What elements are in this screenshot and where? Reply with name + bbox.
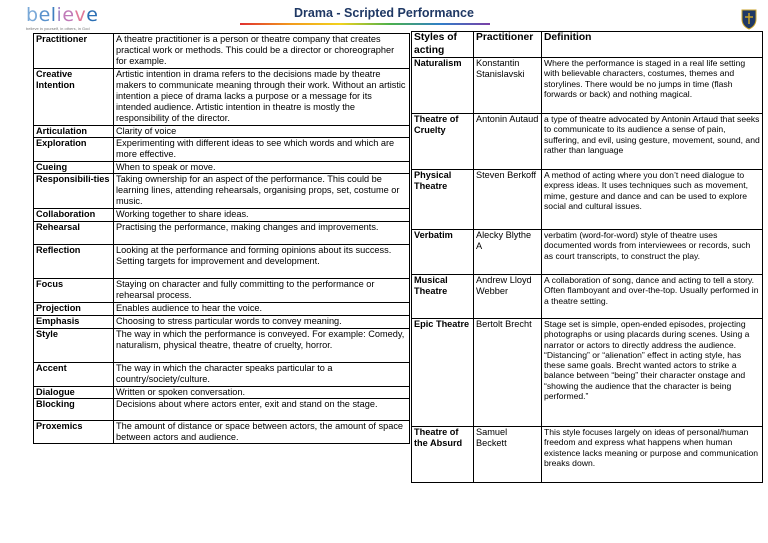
style-definition: This style focuses largely on ideas of personal/human freedom and express what happens when human existence lacks meaning or purpose and communication breaks down. (542, 427, 763, 483)
glossary-definition: Staying on character and fully committing to the performance or rehearsal process. (114, 278, 410, 302)
keywords-table (33, 33, 410, 444)
glossary-term: Emphasis (34, 315, 114, 328)
glossary-row (34, 420, 410, 443)
glossary-row (34, 221, 410, 244)
glossary-definition: Working together to share ideas. (114, 208, 410, 221)
glossary-definition: Looking at the performance and forming opinions about its success. Setting targets for improvement and development. (114, 244, 410, 278)
column-header-style: Styles of acting (412, 32, 474, 58)
glossary-term: Exploration (34, 137, 114, 161)
glossary-term: Proxemics (34, 420, 114, 443)
glossary-row (34, 161, 410, 173)
style-practitioner: Steven Berkoff (474, 170, 542, 230)
glossary-row (34, 244, 410, 278)
style-name: Physical Theatre (412, 170, 474, 230)
glossary-row (34, 278, 410, 302)
style-practitioner: Bertolt Brecht (474, 319, 542, 427)
glossary-term: Reflection (34, 244, 114, 278)
glossary-definition: A theatre practitioner is a person or theatre company that creates practical work or methods. This could be a director or choreographer for example. (114, 34, 410, 69)
style-row (412, 170, 763, 230)
glossary-term: Rehearsal (34, 221, 114, 244)
glossary-definition: Artistic intention in drama refers to the decisions made by theatre makers to communicate meaning through their work. Without an artistic intention a piece of drama lacks a purpose or a message for its intended audience. Artistic intention in theatre is mostly the responsibility of the director. (114, 68, 410, 125)
glossary-row (34, 302, 410, 315)
style-definition: A method of acting where you don’t need dialogue to express ideas. It uses techniques such as movement, mime, gesture and dance and can be used to explore social and cultural issues. (542, 170, 763, 230)
glossary-definition: Practising the performance, making changes and improvements. (114, 221, 410, 244)
style-row (412, 230, 763, 275)
style-row (412, 275, 763, 319)
style-row (412, 114, 763, 170)
style-name: Naturalism (412, 58, 474, 114)
style-practitioner: Konstantin Stanislavski (474, 58, 542, 114)
style-definition: verbatim (word-for-word) style of theatre uses documented words from interviewees or records, such as court transcripts, to construct the play. (542, 230, 763, 275)
glossary-row (34, 137, 410, 161)
style-name: Theatre of the Absurd (412, 427, 474, 483)
style-row (412, 427, 763, 483)
glossary-term: Responsibili-ties (34, 174, 114, 209)
logo-wordmark: believe (26, 4, 99, 26)
glossary-definition: The way in which the character speaks particular to a country/society/culture. (114, 362, 410, 386)
glossary-row (34, 34, 410, 69)
title-underline (240, 23, 490, 25)
styles-header-row (412, 32, 763, 58)
glossary-definition: Choosing to stress particular words to convey meaning. (114, 315, 410, 328)
style-row (412, 319, 763, 427)
glossary-row (34, 125, 410, 137)
glossary-term: Creative Intention (34, 68, 114, 125)
glossary-row (34, 362, 410, 386)
style-definition: a type of theatre advocated by Antonin Artaud that seeks to communicate to its audience a sense of pain, suffering, and evil, using gesture, movement, sound, and rather than language (542, 114, 763, 170)
glossary-term: Focus (34, 278, 114, 302)
glossary-row (34, 386, 410, 398)
glossary-row (34, 208, 410, 221)
glossary-term: Collaboration (34, 208, 114, 221)
style-name: Theatre of Cruelty (412, 114, 474, 170)
glossary-term: Style (34, 328, 114, 362)
logo-tagline: believe in yourself, in others, in God (26, 26, 90, 31)
glossary-definition: Clarity of voice (114, 125, 410, 137)
glossary-row (34, 328, 410, 362)
glossary-definition: The amount of distance or space between actors, the amount of space between actors and audience. (114, 420, 410, 443)
glossary-definition: Experimenting with different ideas to see which words and which are more effective. (114, 137, 410, 161)
glossary-term: Articulation (34, 125, 114, 137)
school-crest-icon (740, 7, 758, 31)
glossary-row (34, 174, 410, 209)
glossary-definition: The way in which the performance is conveyed. For example: Comedy, naturalism, physical theatre, theatre of cruelty, horror. (114, 328, 410, 362)
style-definition: Where the performance is staged in a real life setting with believable characters, costumes, themes and storylines. There would be no jumps in time (flash forwards or back) and nothing magical. (542, 58, 763, 114)
glossary-row (34, 398, 410, 420)
style-practitioner: Antonin Autaud (474, 114, 542, 170)
glossary-definition: Decisions about where actors enter, exit and stand on the stage. (114, 398, 410, 420)
glossary-term: Dialogue (34, 386, 114, 398)
style-name: Musical Theatre (412, 275, 474, 319)
style-definition: Stage set is simple, open-ended episodes, projecting photographs or using placards during scenes. Using a narrator or actors to directly address the audience. “Distancing” or “alienation” effect in acting style, has these same goals. Brecht wanted actors to strike a balance between “being” their character onstage and “showing the audience that the character is being performed.” (542, 319, 763, 427)
column-header-definition: Definition (542, 32, 763, 58)
style-definition: A collaboration of song, dance and acting to tell a story. Often flamboyant and over-the-top. Usually performed in a theatre setting. (542, 275, 763, 319)
glossary-definition: Written or spoken conversation. (114, 386, 410, 398)
glossary-term: Accent (34, 362, 114, 386)
column-header-practitioner: Practitioner (474, 32, 542, 58)
style-practitioner: Samuel Beckett (474, 427, 542, 483)
style-name: Epic Theatre (412, 319, 474, 427)
style-practitioner: Alecky Blythe A (474, 230, 542, 275)
glossary-term: Practitioner (34, 34, 114, 69)
glossary-definition: Taking ownership for an aspect of the performance. This could be learning lines, attending rehearsals, organising props, set, costume or music. (114, 174, 410, 209)
page-title: Drama - Scripted Performance (294, 6, 474, 20)
glossary-term: Blocking (34, 398, 114, 420)
glossary-row (34, 68, 410, 125)
glossary-term: Cueing (34, 161, 114, 173)
style-row (412, 58, 763, 114)
glossary-definition: Enables audience to hear the voice. (114, 302, 410, 315)
style-practitioner: Andrew Lloyd Webber (474, 275, 542, 319)
glossary-definition: When to speak or move. (114, 161, 410, 173)
glossary-row (34, 315, 410, 328)
glossary-term: Projection (34, 302, 114, 315)
styles-of-acting-table (411, 31, 763, 483)
style-name: Verbatim (412, 230, 474, 275)
